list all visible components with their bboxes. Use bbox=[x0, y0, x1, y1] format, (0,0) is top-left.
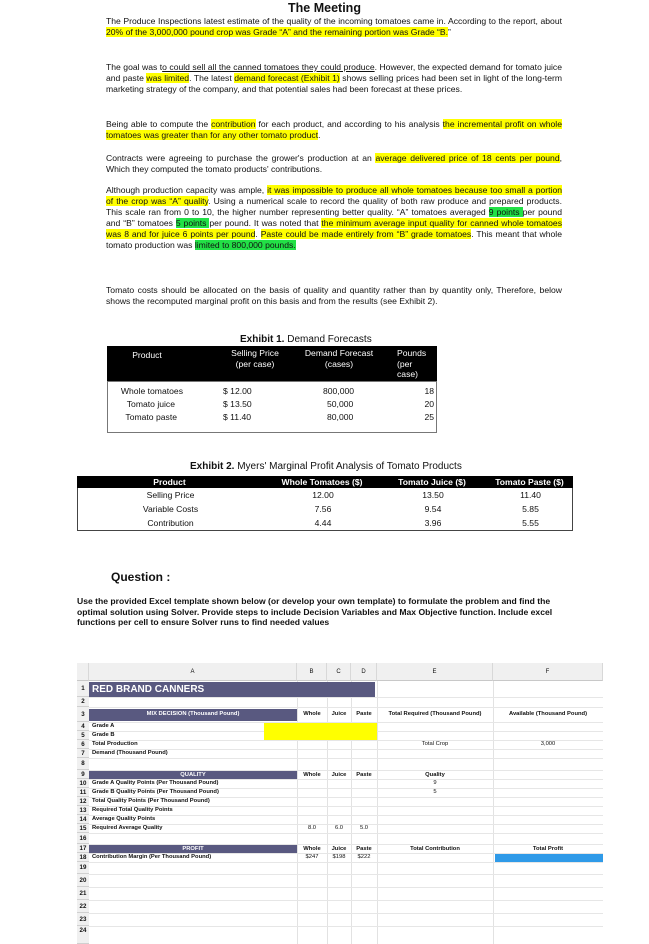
table-cell: Tomato juice bbox=[126, 399, 175, 409]
row-number[interactable]: 5 bbox=[77, 731, 89, 740]
row-number[interactable]: 14 bbox=[77, 815, 89, 824]
header-total-required: Total Required (Thousand Pound) bbox=[388, 711, 482, 717]
header-quality: Quality bbox=[425, 772, 445, 778]
value-cm-juice[interactable]: $198 bbox=[332, 854, 346, 860]
header-paste: Paste bbox=[356, 711, 372, 717]
row-number[interactable]: 13 bbox=[77, 806, 89, 815]
header-juice: Juice bbox=[331, 846, 347, 852]
row-number[interactable]: 12 bbox=[77, 797, 89, 806]
label-total-crop: Total Crop bbox=[421, 741, 449, 747]
row-number[interactable]: 17 bbox=[77, 844, 89, 853]
header-total-profit: Total Profit bbox=[532, 846, 564, 852]
question-title: Question : bbox=[111, 570, 171, 584]
paragraph-capacity: Although production capacity was ample, it was impossible to produce all whole tomatoes because too small a portion of the crop was “A” quality. Using a numerical scale to record the quality of both raw produce and prepared products. This scale ran from 0 to 10, the higher number representing better quality. “A” tomatoes averaged 9 points per pound and “B” tomatoes 5 points per pound. It was noted that the minimum average input quality for canned whole tomatoes was 8 and for juice 6 points per pound. Paste could be made entirely from “B” grade tomatoes. This meant that whole tomato production was limited to 800,000 pounds. bbox=[106, 185, 562, 250]
header-whole: Whole bbox=[303, 772, 321, 778]
objective-cell[interactable] bbox=[495, 854, 603, 862]
column-header-d[interactable]: D bbox=[351, 663, 377, 681]
row-number[interactable]: 1 bbox=[77, 681, 89, 697]
column-header-a[interactable]: A bbox=[89, 663, 297, 681]
label-grade-a-quality: Grade A Quality Points (Per Thousand Pound) bbox=[92, 780, 219, 786]
exhibit2-title: Exhibit 2. Myers' Marginal Profit Analysis of Tomato Products bbox=[190, 461, 462, 472]
row-number[interactable]: 18 bbox=[77, 853, 89, 862]
label-grade-a: Grade A bbox=[92, 723, 115, 729]
row-number[interactable]: 9 bbox=[77, 770, 89, 779]
table-row: Variable Costs 7.56 9.54 5.85 bbox=[142, 504, 539, 514]
profit-header: PROFIT bbox=[182, 845, 204, 852]
row-number[interactable]: 20 bbox=[77, 874, 89, 887]
row-number[interactable]: 15 bbox=[77, 824, 89, 833]
page-title: The Meeting bbox=[288, 1, 361, 15]
row-number[interactable]: 21 bbox=[77, 887, 89, 900]
row-number[interactable]: 7 bbox=[77, 749, 89, 758]
sheet-title: RED BRAND CANNERS bbox=[92, 684, 205, 695]
exhibit2-header: Product Whole Tomatoes ($) Tomato Juice ($) Tomato Paste ($) bbox=[77, 476, 573, 488]
label-average-quality: Average Quality Points bbox=[92, 816, 156, 822]
exhibit1-title: Exhibit 1. Demand Forecasts bbox=[240, 334, 372, 345]
table-cell: 80,000 bbox=[327, 412, 354, 422]
table-cell: 50,000 bbox=[327, 399, 354, 409]
row-number[interactable]: 24 bbox=[77, 926, 89, 944]
row-number[interactable]: 4 bbox=[77, 722, 89, 731]
spreadsheet[interactable] bbox=[77, 663, 603, 944]
row-number[interactable]: 19 bbox=[77, 862, 89, 874]
row-number[interactable]: 8 bbox=[77, 758, 89, 770]
paragraph-contracts: Contracts were agreeing to purchase the grower's production at an average delivered price of 18 cents per pound, Which they computed the tomato products' contributions. bbox=[106, 153, 562, 174]
exhibit2-table bbox=[77, 488, 573, 531]
header-paste: Paste bbox=[356, 772, 372, 778]
column-header-f[interactable]: F bbox=[493, 663, 603, 681]
column-header-e[interactable]: E bbox=[377, 663, 493, 681]
header-total-contribution: Total Contribution bbox=[410, 846, 460, 852]
header-juice: Juice bbox=[331, 772, 347, 778]
label-contribution-margin: Contribution Margin (Per Thousand Pound) bbox=[92, 854, 212, 860]
header-whole: Whole bbox=[303, 711, 321, 717]
row-number[interactable]: 10 bbox=[77, 779, 89, 788]
corner-cell[interactable] bbox=[77, 663, 89, 681]
row-number[interactable]: 16 bbox=[77, 833, 89, 844]
header-paste: Paste bbox=[356, 846, 372, 852]
column-header-b[interactable]: B bbox=[297, 663, 327, 681]
value-quality-b[interactable]: 5 bbox=[433, 789, 437, 795]
question-text: Use the provided Excel template shown below (or develop your own template) to formulate the problem and find the optimal solution using Solver. Provide steps to include Decision Variables and Max Objective function. Include excel functions per cell to ensure Solver runs to find needed values bbox=[77, 596, 553, 627]
row-number[interactable]: 6 bbox=[77, 740, 89, 749]
value-total-crop[interactable]: 3,000 bbox=[540, 741, 556, 747]
label-grade-b: Grade B bbox=[92, 732, 115, 738]
decision-variable-cells[interactable] bbox=[264, 723, 377, 740]
mix-decision-header: MIX DECISION (Thousand Pound) bbox=[146, 711, 240, 717]
table-cell: Whole tomatoes bbox=[120, 386, 183, 396]
label-required-average-quality: Required Average Quality bbox=[92, 825, 163, 831]
table-cell: 18 bbox=[424, 386, 434, 396]
table-cell: 800,000 bbox=[323, 386, 355, 396]
header-available: Available (Thousand Pound) bbox=[508, 711, 588, 717]
label-demand: Demand (Thousand Pound) bbox=[92, 750, 168, 756]
header-juice: Juice bbox=[331, 711, 347, 717]
value-req-paste[interactable]: 5.0 bbox=[359, 825, 369, 831]
value-req-juice[interactable]: 6.0 bbox=[334, 825, 344, 831]
row-number[interactable]: 2 bbox=[77, 697, 89, 707]
table-cell: 25 bbox=[424, 412, 434, 422]
header-whole: Whole bbox=[303, 846, 321, 852]
table-cell: 20 bbox=[424, 399, 434, 409]
value-req-whole[interactable]: 8.0 bbox=[307, 825, 317, 831]
value-cm-paste[interactable]: $222 bbox=[357, 854, 371, 860]
table-cell: Tomato paste bbox=[125, 412, 177, 422]
column-header-c[interactable]: C bbox=[327, 663, 351, 681]
row-number[interactable]: 3 bbox=[77, 707, 89, 722]
exhibit1-header: Product Selling Price (per case) Demand Forecast (cases) Pounds (per case) bbox=[107, 346, 437, 381]
label-grade-b-quality: Grade B Quality Points (Per Thousand Pound) bbox=[92, 789, 219, 795]
title-band-extension bbox=[297, 682, 375, 697]
table-cell: $ 12.00 bbox=[223, 386, 252, 396]
label-total-production: Total Production bbox=[92, 741, 138, 747]
paragraph-allocation: Tomato costs should be allocated on the basis of quality and quantity rather than by quantity only, Therefore, below shows the recomputed marginal profit on this basis and from the results (see Exhibit 2). bbox=[106, 285, 562, 306]
table-cell: $ 13.50 bbox=[223, 399, 252, 409]
row-number[interactable]: 22 bbox=[77, 900, 89, 913]
paragraph-contribution: Being able to compute the contribution for each product, and according to his analysis the incremental profit on whole tomatoes was greater than for any other tomato product. bbox=[106, 119, 562, 140]
exhibit1-table bbox=[107, 381, 437, 433]
row-number[interactable]: 23 bbox=[77, 913, 89, 926]
paragraph-inspection: The Produce Inspections latest estimate of the quality of the incoming tomatoes came in. According to the report, about 20% of the 3,000,000 pound crop was Grade “A” and the remaining portion was Grade “B.” bbox=[106, 16, 562, 37]
table-row: Selling Price 12.00 13.50 11.40 bbox=[146, 490, 541, 500]
value-cm-whole[interactable]: $247 bbox=[305, 854, 319, 860]
quality-header: QUALITY bbox=[180, 771, 206, 778]
row-number[interactable]: 11 bbox=[77, 788, 89, 797]
label-required-total-quality: Required Total Quality Points bbox=[92, 807, 173, 813]
table-cell: $ 11.40 bbox=[223, 412, 252, 422]
paragraph-goal: The goal was to could sell all the canned tomatoes they could produce. However, the expected demand for tomato juice and paste was limited. The latest demand forecast (Exhibit 1) shows selling prices had been set in light of the long-term marketing strategy of the company, and that potential sales had been forecast at these prices. bbox=[106, 62, 562, 94]
label-total-quality-points: Total Quality Points (Per Thousand Pound) bbox=[92, 798, 210, 804]
value-quality-a[interactable]: 9 bbox=[433, 780, 437, 786]
table-row: Contribution 4.44 3.96 5.55 bbox=[147, 518, 539, 528]
